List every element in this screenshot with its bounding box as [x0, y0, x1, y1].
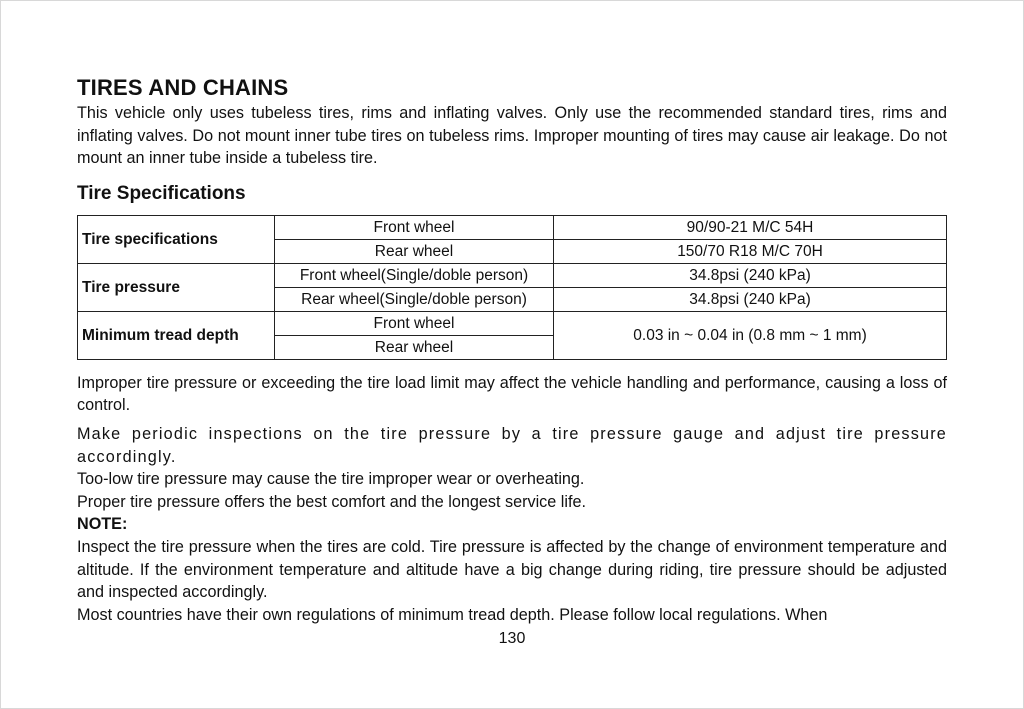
- paragraph-note: Inspect the tire pressure when the tires are cold. Tire pressure is affected by the change of environment temperature and altitude. If the environment temperature and altitude have a big change during riding, tire pressure should be adjusted and inspected accordingly.: [77, 537, 947, 602]
- row-subitem: Front wheel: [275, 215, 554, 239]
- intro-paragraph: This vehicle only uses tubeless tires, rims and inflating valves. Only use the recommended standard tires, rims and inflating valves. Do not mount inner tube tires on tubeless rims. Improper mounting of tires may cause air leakage. Do not mount an inner tube inside a tubeless tire.: [77, 104, 947, 168]
- tire-spec-table: [77, 215, 947, 360]
- row-value: 90/90-21 M/C 54H: [554, 215, 947, 239]
- page-content: [77, 74, 947, 626]
- subsection-title: Tire Specifications: [77, 182, 246, 204]
- row-value: 0.03 in ~ 0.04 in (0.8 mm ~ 1 mm): [554, 311, 947, 359]
- row-subitem: Front wheel: [275, 311, 554, 335]
- paragraph-tread-depth: Most countries have their own regulations of minimum tread depth. Please follow local regulations. When: [77, 605, 828, 624]
- row-label: Tire pressure: [78, 263, 275, 311]
- section-title: TIRES AND CHAINS: [77, 75, 289, 100]
- row-value: 34.8psi (240 kPa): [554, 263, 947, 287]
- row-subitem: Rear wheel: [275, 335, 554, 359]
- paragraph-proper-pressure: Proper tire pressure offers the best comfort and the longest service life.: [77, 492, 586, 511]
- row-label: Minimum tread depth: [78, 311, 275, 359]
- row-value: 150/70 R18 M/C 70H: [554, 239, 947, 263]
- paragraph-low-pressure: Too-low tire pressure may cause the tire improper wear or overheating.: [77, 470, 585, 489]
- row-subitem: Rear wheel: [275, 239, 554, 263]
- paragraph-handling: Improper tire pressure or exceeding the tire load limit may affect the vehicle handling and performance, causing a loss of control.: [77, 373, 947, 415]
- note-label: NOTE:: [77, 515, 128, 534]
- row-label: Tire specifications: [78, 215, 275, 263]
- table-row: [78, 311, 947, 335]
- page-number: 130: [498, 630, 526, 647]
- table-row: [78, 263, 947, 287]
- paragraph-inspection: Make periodic inspections on the tire pressure by a tire pressure gauge and adjust tire pressure accordingly.: [77, 424, 947, 466]
- row-value: 34.8psi (240 kPa): [554, 287, 947, 311]
- table-row: [78, 215, 947, 239]
- row-subitem: Rear wheel(Single/doble person): [275, 287, 554, 311]
- row-subitem: Front wheel(Single/doble person): [275, 263, 554, 287]
